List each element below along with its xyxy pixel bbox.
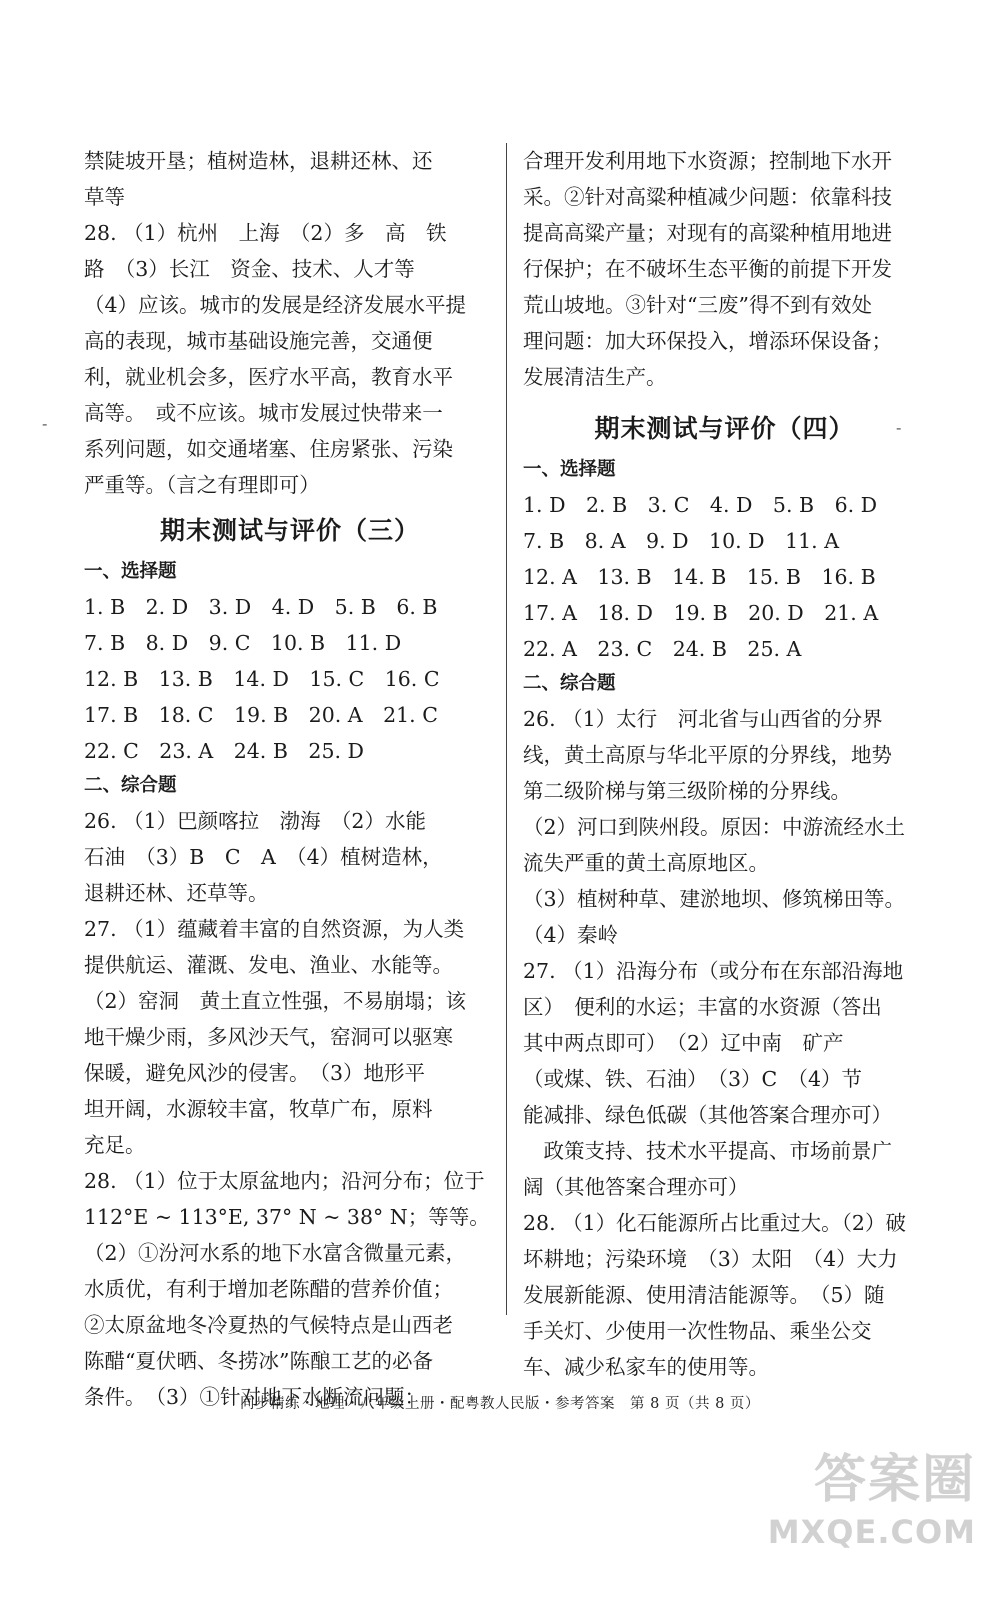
text-line: 28. （1）化石能源所占比重过大。（2）破 bbox=[523, 1211, 906, 1235]
text-line: 提供航运、灌溉、发电、渔业、水能等。 bbox=[84, 953, 453, 977]
text-line: 能减排、绿色低碳（其他答案合理亦可） bbox=[523, 1103, 892, 1127]
section-title: 期末测试与评价（三） bbox=[159, 516, 420, 545]
choice-row: 1. B 2. D 3. D 4. D 5. B 6. B bbox=[84, 595, 438, 619]
part-heading: 二、综合题 bbox=[523, 673, 616, 694]
choice-row: 22. C 23. A 24. B 25. D bbox=[84, 739, 364, 763]
text-line: 28. （1）位于太原盆地内；沿河分布；位于 bbox=[84, 1169, 485, 1193]
text-line: 高等。 或不应该。城市发展过快带来一 bbox=[84, 401, 443, 425]
watermark-text: 答案圈 bbox=[813, 1450, 976, 1510]
choice-row: 12. A 13. B 14. B 15. B 16. B bbox=[523, 565, 876, 589]
text-line: 手关灯、少使用一次性物品、乘坐公交 bbox=[523, 1319, 872, 1343]
text-line: 发展新能源、使用清洁能源等。 （5）随 bbox=[523, 1283, 885, 1307]
text-line: ②太原盆地冬冷夏热的气候特点是山西老 bbox=[84, 1313, 453, 1337]
choice-row: 1. D 2. B 3. C 4. D 5. B 6. D bbox=[523, 493, 878, 517]
text-line: 严重等。（言之有理即可） bbox=[84, 473, 320, 497]
choice-answers bbox=[84, 589, 496, 769]
part-heading: 二、综合题 bbox=[84, 775, 177, 796]
choice-row: 7. B 8. D 9. C 10. B 11. D bbox=[84, 631, 402, 655]
text-line: （4）秦岭 bbox=[523, 923, 619, 947]
text-line: （或煤、铁、石油） （3）C （4）节 bbox=[523, 1067, 863, 1091]
text-line: 27. （1）蕴藏着丰富的自然资源，为人类 bbox=[84, 917, 465, 941]
text-line: 石油 （3）B C A （4）植树造林， bbox=[84, 845, 443, 869]
choice-row: 22. A 23. C 24. B 25. A bbox=[523, 637, 802, 661]
right-column bbox=[523, 143, 926, 1385]
text-line: 发展清洁生产。 bbox=[523, 365, 667, 389]
left-column bbox=[84, 143, 496, 1415]
text-line: 提高高粱产量；对现有的高粱种植用地进 bbox=[523, 221, 892, 245]
text-line: 线，黄土高原与华北平原的分界线，地势 bbox=[523, 743, 892, 767]
comprehensive-answers bbox=[523, 701, 926, 1385]
text-line: （2）河口到陕州段。原因：中游流经水土 bbox=[523, 815, 906, 839]
text-line: 利，就业机会多，医疗水平高，教育水平 bbox=[84, 365, 453, 389]
left-continued-answers bbox=[84, 143, 496, 503]
text-line: 退耕还林、还草等。 bbox=[84, 881, 269, 905]
column-divider bbox=[506, 143, 507, 1315]
text-line: 地干燥少雨，多风沙天气，窑洞可以驱寒 bbox=[84, 1025, 453, 1049]
text-line: （4）应该。城市的发展是经济发展水平提 bbox=[84, 293, 467, 317]
text-line: 条件。 （3）①针对地下水断流问题： bbox=[84, 1385, 426, 1409]
watermark-logo bbox=[746, 1448, 976, 1568]
text-line: 26. （1）太行 河北省与山西省的分界 bbox=[523, 707, 883, 731]
part-heading: 一、选择题 bbox=[523, 459, 616, 480]
text-line: 水质优，有利于增加老陈醋的营养价值； bbox=[84, 1277, 453, 1301]
comprehensive-answers bbox=[84, 803, 496, 1415]
part-heading: 一、选择题 bbox=[84, 561, 177, 582]
text-line: 系列问题，如交通堵塞、住房紧张、污染 bbox=[84, 437, 453, 461]
choice-row: 17. A 18. D 19. B 20. D 21. A bbox=[523, 601, 879, 625]
text-line: 荒山坡地。③针对“三废”得不到有效处 bbox=[523, 293, 872, 317]
text-line: 路 （3）长江 资金、技术、人才等 bbox=[84, 257, 415, 281]
choice-row: 17. B 18. C 19. B 20. A 21. C bbox=[84, 703, 438, 727]
text-line: 理问题：加大环保投入，增添环保设备； bbox=[523, 329, 892, 353]
right-continued-answers bbox=[523, 143, 926, 395]
text-line: （2）窑洞 黄土直立性强，不易崩塌；该 bbox=[84, 989, 467, 1013]
text-line: 流失严重的黄土高原地区。 bbox=[523, 851, 769, 875]
text-line: 27. （1）沿海分布（或分布在东部沿海地 bbox=[523, 959, 904, 983]
text-line: 草等 bbox=[84, 185, 125, 209]
text-line: 陈醋“夏伏晒、冬捞冰”陈酿工艺的必备 bbox=[84, 1349, 433, 1373]
text-line: （3）植树种草、建淤地坝、修筑梯田等。 bbox=[523, 887, 906, 911]
text-line: 其中两点即可） （2）辽中南 矿产 bbox=[523, 1031, 844, 1055]
scan-mark: - bbox=[896, 418, 902, 437]
text-line: 采。②针对高粱种植减少问题：依靠科技 bbox=[523, 185, 892, 209]
text-line: 合理开发利用地下水资源；控制地下水开 bbox=[523, 149, 892, 173]
text-line: 保暖，避免风沙的侵害。 （3）地形平 bbox=[84, 1061, 426, 1085]
page-footer: 同步精练・地理・八年级上册・配粤教人民版・参考答案 第 8 页（共 8 页） bbox=[240, 1396, 760, 1412]
text-line: 禁陡坡开垦；植树造林，退耕还林、还 bbox=[84, 149, 433, 173]
text-line: 区） 便利的水运；丰富的水资源（答出 bbox=[523, 995, 882, 1019]
text-line: 阔（其他答案合理亦可） bbox=[523, 1175, 749, 1199]
watermark-url: MXQE.COM bbox=[767, 1513, 976, 1551]
choice-row: 7. B 8. A 9. D 10. D 11. A bbox=[523, 529, 840, 553]
text-line: 车、减少私家车的使用等。 bbox=[523, 1355, 769, 1379]
text-line: （2）①汾河水系的地下水富含微量元素， bbox=[84, 1241, 467, 1265]
scan-mark: - bbox=[42, 414, 48, 433]
text-line: 充足。 bbox=[84, 1133, 146, 1157]
text-line: 行保护；在不破坏生态平衡的前提下开发 bbox=[523, 257, 892, 281]
text-line: 高的表现，城市基础设施完善，交通便 bbox=[84, 329, 433, 353]
text-line: 26. （1）巴颜喀拉 渤海 （2）水能 bbox=[84, 809, 426, 833]
section-title: 期末测试与评价（四） bbox=[594, 414, 855, 443]
text-line: 第二级阶梯与第三级阶梯的分界线。 bbox=[523, 779, 851, 803]
text-line: 政策支持、技术水平提高、市场前景广 bbox=[523, 1139, 892, 1163]
text-line: 坏耕地；污染环境 （3）太阳 （4）大力 bbox=[523, 1247, 898, 1271]
choice-row: 12. B 13. B 14. D 15. C 16. C bbox=[84, 667, 440, 691]
text-line: 112°E ~ 113°E, 37° N ~ 38° N；等等。 bbox=[84, 1205, 490, 1229]
text-line: 28. （1）杭州 上海 （2）多 高 铁 bbox=[84, 221, 447, 245]
choice-answers bbox=[523, 487, 926, 667]
text-line: 坦开阔，水源较丰富，牧草广布，原料 bbox=[84, 1097, 433, 1121]
